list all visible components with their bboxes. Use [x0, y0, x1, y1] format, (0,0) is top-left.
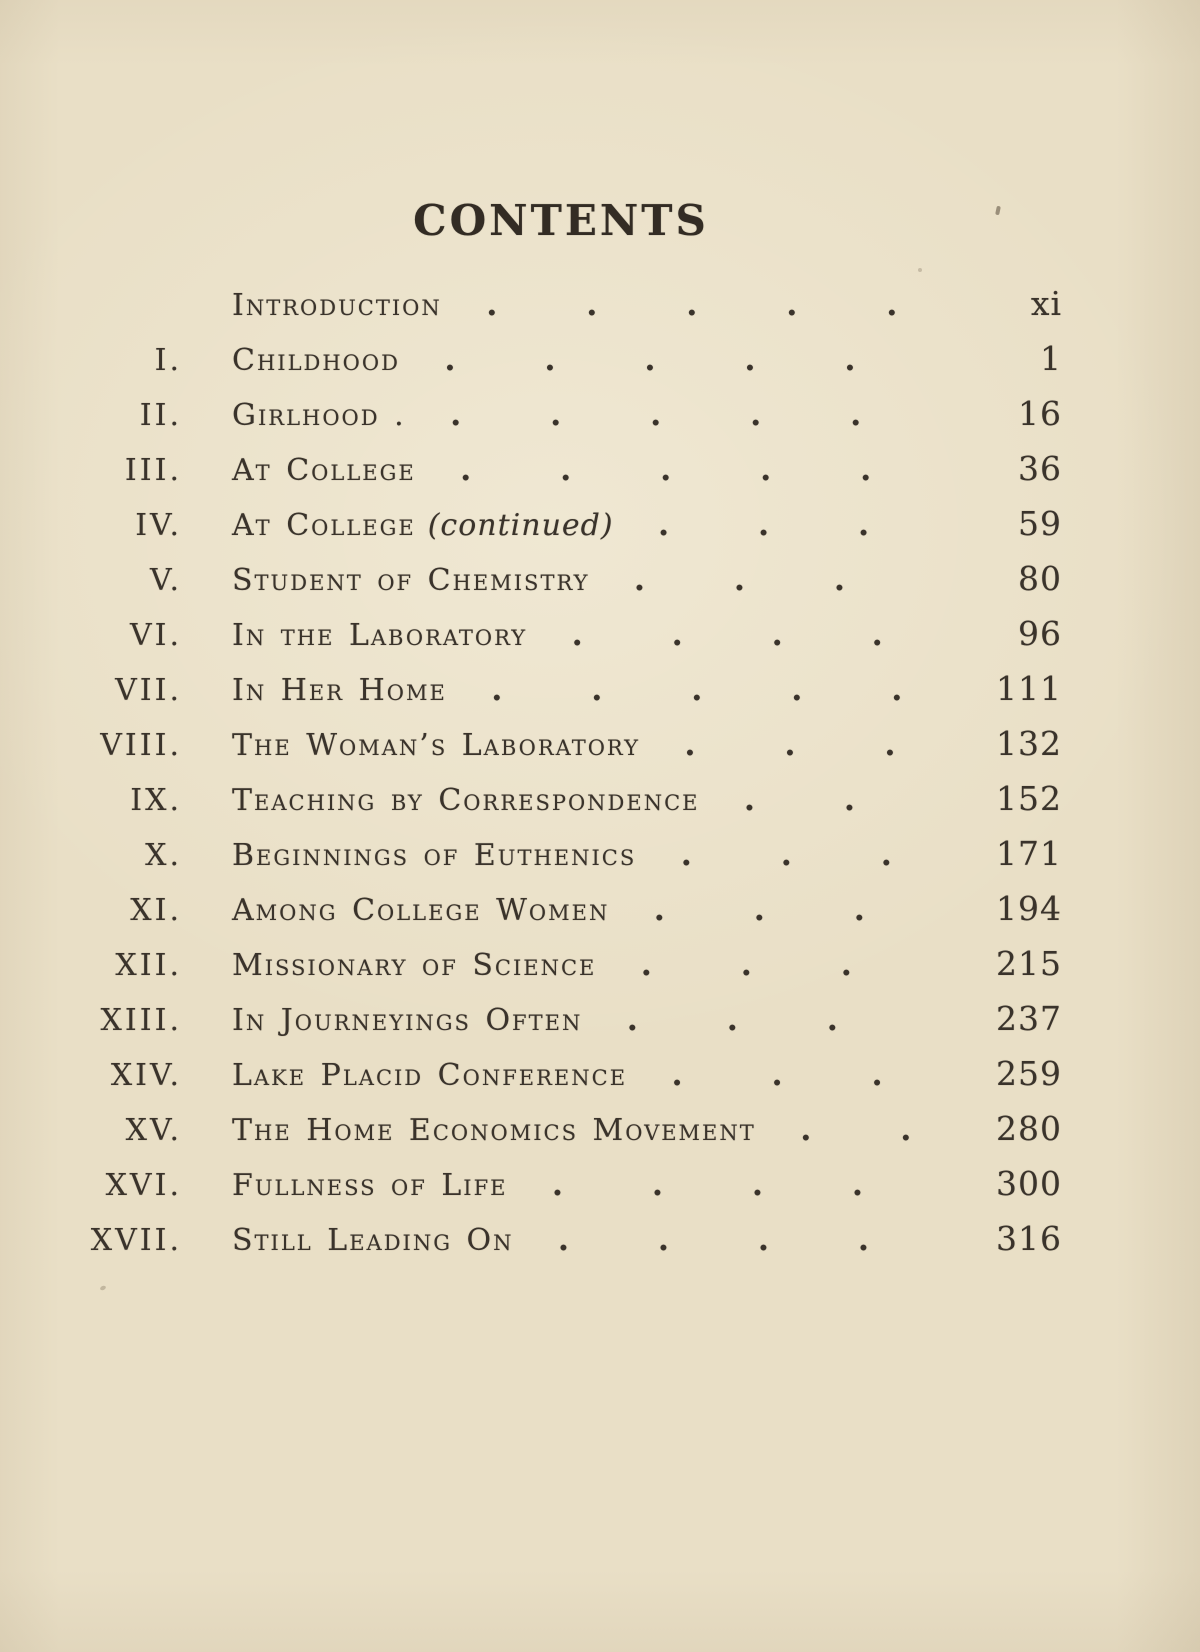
leader-dots	[416, 450, 984, 488]
chapter-numeral: VI.	[129, 618, 182, 653]
page-number: xi	[1030, 284, 1062, 323]
chapter-numeral: X.	[145, 838, 182, 873]
leader-dots	[756, 1110, 984, 1148]
chapter-numeral: VIII.	[100, 728, 182, 763]
chapter-numeral: V.	[150, 563, 182, 598]
page-number: 171	[996, 834, 1062, 873]
leader-dot: .	[757, 1220, 770, 1258]
chapter-title: Lake Placid Conference	[232, 1058, 628, 1093]
leader-dots	[582, 1000, 984, 1038]
leader-dot: .	[857, 1220, 870, 1258]
leader-dot: .	[551, 1165, 564, 1203]
chapter-suffix-italic: (continued)	[427, 508, 614, 543]
toc-row	[60, 394, 1062, 449]
toc-row	[60, 999, 1062, 1054]
toc-row	[60, 1219, 1062, 1274]
chapter-numeral: VII.	[115, 673, 182, 708]
page-number: 237	[996, 999, 1062, 1038]
leader-dot: .	[626, 1000, 638, 1038]
page-number: 59	[1018, 504, 1062, 543]
leader-dot: .	[671, 615, 683, 653]
leader-dot: .	[771, 1055, 783, 1093]
leader-dot: .	[644, 340, 656, 378]
leader-dot: .	[633, 560, 646, 598]
chapter-title: At College	[232, 453, 416, 488]
leader-dot: .	[550, 395, 562, 433]
leader-dot: .	[743, 780, 756, 818]
toc-row	[60, 1164, 1062, 1219]
chapter-numeral: IV.	[135, 508, 182, 543]
chapter-title: Student of Chemistry	[232, 563, 590, 598]
toc-row	[60, 559, 1062, 614]
toc-row	[60, 669, 1062, 724]
leader-dot: .	[884, 725, 896, 763]
leader-dot: .	[843, 780, 856, 818]
toc-row	[60, 1109, 1062, 1164]
chapter-title: Teaching by Correspondence	[232, 783, 700, 818]
chapter-numeral: II.	[139, 398, 182, 433]
leader-dot: .	[733, 560, 746, 598]
chapter-numeral: III.	[124, 453, 182, 488]
page-number: 1	[1040, 339, 1062, 378]
chapter-title-wrap	[232, 893, 609, 928]
leader-dot: .	[791, 670, 803, 708]
toc-row	[60, 889, 1062, 944]
chapter-numeral: I.	[154, 343, 182, 378]
page-number: 152	[996, 779, 1062, 818]
page-number: 280	[996, 1109, 1062, 1148]
leader-dot: .	[491, 670, 503, 708]
toc-row	[60, 1054, 1062, 1109]
chapter-title-wrap	[232, 1003, 582, 1038]
leader-dot: .	[557, 1220, 570, 1258]
leader-dot: .	[850, 395, 862, 433]
chapter-title: The Woman’s Laboratory	[232, 728, 640, 763]
leader-dot: .	[880, 835, 892, 873]
leader-dot: .	[444, 340, 456, 378]
leader-dots	[400, 340, 984, 378]
leader-dot: .	[684, 725, 696, 763]
leader-dot: .	[640, 945, 652, 983]
toc-row	[60, 724, 1062, 779]
chapter-numeral: XII.	[115, 948, 182, 983]
leader-dot: .	[871, 1055, 883, 1093]
leader-dot: .	[486, 285, 498, 323]
page-number: 215	[996, 944, 1062, 983]
leader-dot: .	[871, 615, 883, 653]
page-number: 132	[996, 724, 1062, 763]
toc-row	[60, 614, 1062, 669]
chapter-title-wrap	[232, 343, 400, 378]
chapter-title: In Journeyings Often	[232, 1003, 583, 1038]
leader-dot: .	[680, 835, 692, 873]
chapter-title: In the Laboratory	[232, 618, 528, 653]
leader-dot: .	[857, 505, 870, 543]
leader-dot: .	[726, 1000, 738, 1038]
chapter-numeral: XI.	[130, 893, 182, 928]
leader-dot: .	[886, 285, 898, 323]
chapter-title: Still Leading On	[232, 1223, 514, 1258]
page-number: 111	[996, 669, 1062, 708]
toc-row	[60, 944, 1062, 999]
chapter-title-wrap	[232, 728, 640, 763]
leader-dot: .	[691, 670, 703, 708]
leader-dot: .	[657, 1220, 670, 1258]
page-number: 259	[996, 1054, 1062, 1093]
leader-dot: .	[460, 450, 472, 488]
page-number: 96	[1018, 614, 1062, 653]
toc-row	[60, 834, 1062, 889]
chapter-title-wrap	[232, 783, 700, 818]
leader-dots	[640, 725, 984, 763]
leader-dots	[589, 560, 984, 598]
leader-dot: .	[840, 945, 852, 983]
page-number: 300	[996, 1164, 1062, 1203]
leader-dot: .	[560, 450, 572, 488]
chapter-title: Childhood	[232, 343, 400, 378]
chapter-numeral: XV.	[125, 1113, 182, 1148]
page-number: 194	[996, 889, 1062, 928]
chapter-title-wrap	[232, 838, 636, 873]
leader-dot: .	[780, 835, 792, 873]
toc-row	[60, 449, 1062, 504]
toc-row	[60, 339, 1062, 394]
leader-dot: .	[860, 450, 872, 488]
chapter-title-wrap	[232, 1113, 756, 1148]
page-number: 80	[1018, 559, 1062, 598]
leader-dot: .	[744, 340, 756, 378]
toc-list	[0, 284, 1200, 1274]
page-number: 16	[1018, 394, 1062, 433]
page-number: 36	[1018, 449, 1062, 488]
chapter-title: Fullness of Life	[232, 1168, 508, 1203]
page-title: CONTENTS	[413, 196, 709, 245]
leader-dot: .	[760, 450, 772, 488]
paper-speck	[918, 268, 922, 272]
leader-dots	[627, 1055, 984, 1093]
chapter-title: Beginnings of Euthenics	[232, 838, 637, 873]
chapter-title: At College	[232, 508, 416, 543]
leader-dots	[636, 835, 984, 873]
chapter-title-wrap	[232, 398, 406, 433]
page-number: 316	[996, 1219, 1062, 1258]
chapter-title: In Her Home	[232, 673, 447, 708]
leader-dot: .	[657, 505, 670, 543]
leader-dot: .	[740, 945, 752, 983]
leader-dots	[700, 780, 985, 818]
leader-dot: .	[853, 890, 865, 928]
chapter-title: Introduction	[232, 288, 442, 323]
chapter-title: Missionary of Science	[232, 948, 597, 983]
leader-dots	[596, 945, 984, 983]
leader-dot: .	[751, 1165, 764, 1203]
leader-dots	[514, 1220, 985, 1258]
leader-dot: .	[753, 890, 765, 928]
leader-dot: .	[900, 1110, 912, 1148]
leader-dot: .	[750, 395, 762, 433]
chapter-title: The Home Economics Movement	[232, 1113, 756, 1148]
leader-dot: .	[786, 285, 798, 323]
chapter-title-wrap	[232, 508, 614, 543]
leader-dots	[406, 395, 984, 433]
leader-dot: .	[800, 1110, 812, 1148]
leader-dot: .	[833, 560, 846, 598]
chapter-numeral: XVI.	[105, 1168, 182, 1203]
chapter-numeral: XIII.	[100, 1003, 182, 1038]
leader-dot: .	[844, 340, 856, 378]
leader-dot: .	[891, 670, 903, 708]
chapter-title-wrap	[232, 1168, 508, 1203]
leader-dot: .	[771, 615, 783, 653]
leader-dot: .	[450, 395, 462, 433]
chapter-title-wrap	[232, 948, 596, 983]
chapter-title-wrap	[232, 1223, 514, 1258]
leader-dot: .	[660, 450, 672, 488]
leader-dot: .	[651, 1165, 664, 1203]
leader-dot: .	[653, 890, 665, 928]
paper-speck	[99, 1285, 106, 1291]
chapter-title-wrap	[232, 1058, 627, 1093]
leader-dot: .	[671, 1055, 683, 1093]
leader-dot: .	[757, 505, 770, 543]
leader-dots	[508, 1165, 985, 1203]
leader-dot: .	[544, 340, 556, 378]
toc-row	[60, 284, 1062, 339]
leader-dot: .	[784, 725, 796, 763]
chapter-title-wrap	[232, 563, 589, 598]
leader-dots	[527, 615, 984, 653]
leader-dot: .	[851, 1165, 864, 1203]
leader-dots	[609, 890, 984, 928]
leader-dot: .	[571, 615, 583, 653]
chapter-title: Among College Women	[232, 893, 610, 928]
chapter-numeral: IX.	[130, 783, 182, 818]
chapter-numeral: XVII.	[90, 1223, 182, 1258]
leader-dots	[442, 285, 984, 323]
leader-dot: .	[686, 285, 698, 323]
chapter-title: Girlhood .	[232, 398, 406, 433]
leader-dot: .	[586, 285, 598, 323]
chapter-title-wrap	[232, 453, 416, 488]
toc-row	[60, 779, 1062, 834]
chapter-title-wrap	[232, 288, 442, 323]
chapter-numeral: XIV.	[110, 1058, 182, 1093]
leader-dot: .	[650, 395, 662, 433]
leader-dots	[614, 505, 984, 543]
toc-row	[60, 504, 1062, 559]
chapter-title-wrap	[232, 618, 527, 653]
leader-dots	[447, 670, 984, 708]
leader-dot: .	[826, 1000, 838, 1038]
leader-dot: .	[591, 670, 603, 708]
chapter-title-wrap	[232, 673, 447, 708]
